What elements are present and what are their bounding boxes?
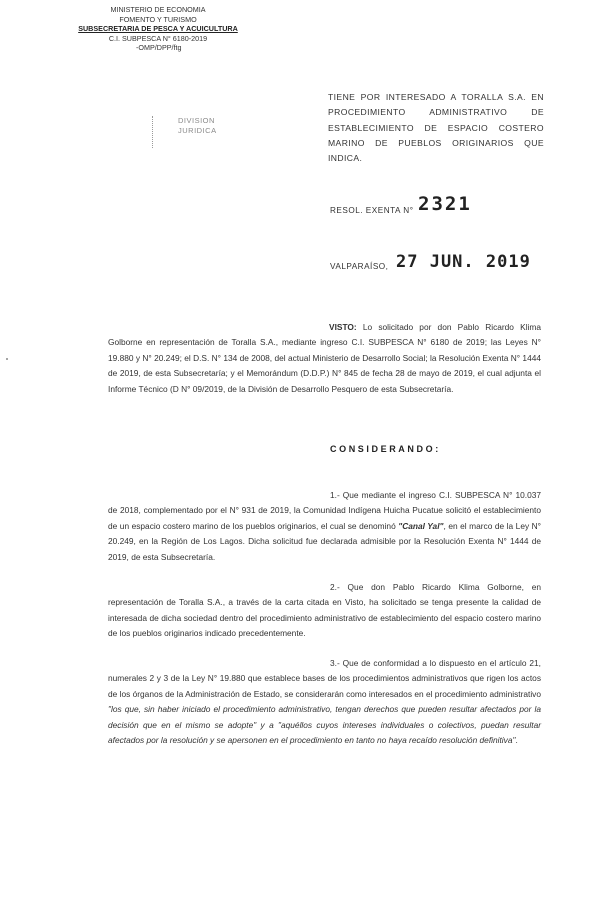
p2-number: 2.-	[330, 582, 340, 592]
visto-paragraph	[108, 320, 541, 397]
p3-text-c: .	[515, 735, 518, 746]
visto-text: Lo solicitado por don Pablo Ricardo Klima Golborne en representación de Toralla S.A., mediante ingreso C.I. SUBPESCA N° 6180 de 2019; las Leyes N° 19.880 y N° 20.249; el D.S. N° 134 de 2008, del actual Ministerio de Desarrollo Social; la Resolución Exenta N° 1444 de 2019, de esta Subsecretaría; y el Memorándum (D.D.P.) N° 845 de fecha 28 de mayo de 2019, el cual adjunta el Informe Técnico (D N° 09/2019, de la División de Desarrollo Pesquero de esta Subsecretaría.	[108, 322, 541, 394]
resolution-number: 2321	[418, 193, 472, 215]
header-ci-number: C.I. SUBPESCA N° 6180-2019	[108, 33, 208, 43]
margin-mark	[6, 358, 8, 360]
division-stamp	[150, 116, 228, 148]
stamp-mark	[152, 116, 157, 148]
visto-label: VISTO:	[329, 322, 357, 332]
stamp-line-2: JURIDICA	[178, 126, 217, 135]
considerando-paragraph-1	[108, 488, 541, 565]
ministry-header	[58, 5, 258, 53]
considerando-paragraph-2	[108, 580, 541, 642]
p1-text-a: Que mediante el ingreso C.I. SUBPESCA N° 10.037 de 2018, complementado por el N° 931 de 2019, la Comunidad Indígena Huicha Pucatue solicitó el establecimiento de un espacio costero marino de los pueblos originarios, el cual se denominó	[108, 490, 541, 531]
p2-text: Que don Pablo Ricardo Klima Golborne, en representación de Toralla S.A., a través de la carta citada en Visto, ha solicitado se tenga presente la calidad de interesada de dicha sociedad dentro del procedimiento administrativo de establecimiento del espacio costero marino de los pueblos originarios indicado precedentemente.	[108, 582, 541, 639]
p3-quote: "los que, sin haber iniciado el procedimiento administrativo, tengan derechos que pueden resultar afectados por la decisión que en el mismo se adopte" y a "aquéllos cuyos intereses individuales o colectivos, puedan resultar afectados por la resolución y se apersonen en el procedimiento en tanto no haya recaído resolución definitiva"	[108, 704, 541, 746]
date-place: VALPARAÍSO,	[330, 262, 389, 271]
considerando-paragraph-3	[108, 656, 541, 748]
resolution-label: RESOL. EXENTA N°	[330, 206, 414, 215]
p3-text-a: Que de conformidad a lo dispuesto en el artículo 21, numerales 2 y 3 de la Ley N° 19.880 que establece bases de los procedimientos administrativos que rigen los actos de los órganos de la Administración de Estado, se considerarán como interesados en el procedimiento administrativo	[108, 658, 541, 699]
header-initials: -OMP/DPP/ftg	[136, 43, 182, 52]
header-fomento: FOMENTO Y TURISMO	[119, 14, 197, 24]
p1-number: 1.-	[330, 490, 340, 500]
date-value: 27 JUN. 2019	[396, 252, 531, 272]
p1-text-c: , en el marco de la Ley N° 20.249, en la Región de Los Lagos. Dicha solicitud fue declarada admisible por la Resolución Exenta N° 1444 de 2019, de esta Subsecretaría.	[108, 520, 542, 562]
document-subject: TIENE POR INTERESADO A TORALLA S.A. EN PROCEDIMIENTO ADMINISTRATIVO DE ESTABLECIMIENTO DE ESPACIO COSTERO MARINO DE PUEBLOS ORIGINARIOS QUE INDICA.	[328, 92, 544, 164]
considerando-heading: CONSIDERANDO:	[330, 444, 441, 454]
header-ministry: MINISTERIO DE ECONOMIA	[110, 5, 206, 14]
stamp-line-1: DIVISION	[178, 116, 215, 125]
header-subsecretaria: SUBSECRETARIA DE PESCA Y ACUICULTURA	[78, 24, 238, 33]
p3-number: 3.-	[330, 658, 340, 668]
p1-emphasis: "Canal Yal"	[398, 520, 444, 531]
